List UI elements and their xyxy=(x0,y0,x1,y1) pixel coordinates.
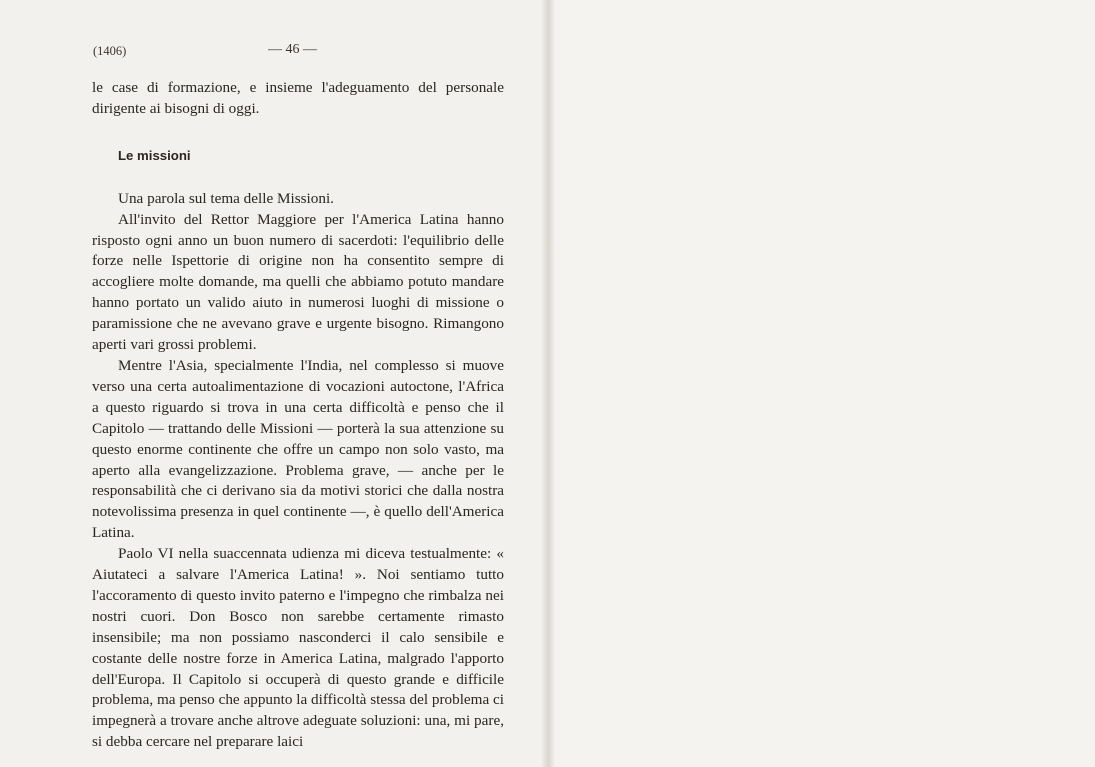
paragraph: Una parola sul tema delle Missioni. xyxy=(118,189,334,207)
left-page xyxy=(0,0,547,767)
section-heading-missioni: Le missioni xyxy=(118,147,191,163)
left-text-column xyxy=(92,78,504,753)
folio-left: — 46 — xyxy=(268,42,317,57)
paragraph: All'invito del Rettor Maggiore per l'America Latina hanno risposto ogni anno un buon numero di sacerdoti: l'equilibrio delle forze nelle Ispettorie di origine non ha consentito sempre di accogliere molte domande, ma quelli che abbiamo potuto mandare hanno portato un valido aiuto in numerosi luoghi di missione o paramissione che ne avevano grave e urgente bisogno. Rimangono aperti vari grossi problemi. xyxy=(92,210,504,354)
page-number-left: (1406) xyxy=(93,44,127,58)
paragraph: Paolo VI nella suaccennata udienza mi diceva testualmente: « Aiutateci a salvare l'America Latina! ». Noi sentiamo tutto l'accoramento di questo invito paterno e l'impegno che rimbalza nei nostri cuori. Don Bosco non sarebbe certamente rimasto insensibile; ma non possiamo nasconderci il calo sensibile e costante delle nostre forze in America Latina, malgrado l'apporto dell'Europa. Il Capitolo si occuperà di questo grande e difficile problema, ma penso che appunto la difficoltà stessa del problema ci impegnerà a trovare anche altrove adeguate soluzioni: una, mi pare, si debba cercare nel preparare laici xyxy=(92,545,504,751)
paragraph-continuation: le case di formazione, e insieme l'adeguamento del personale dirigente ai bisogni di oggi. xyxy=(92,79,504,117)
paragraph: Mentre l'Asia, specialmente l'India, nel complesso si muove verso una certa autoalimentazione di vocazioni autoctone, l'Africa a questo riguardo si trova in una certa difficoltà e penso che il Capitolo — trattando delle Missioni — porterà la sua attenzione su questo enorme continente che offre un campo non solo vasto, ma aperto alla evangelizzazione. Problema grave, — anche per le responsabilità che ci derivano sia da motivi storici che dalla nostra notevolissima presenza in quel continente —, è quello dell'America Latina. xyxy=(92,356,504,542)
book-gutter xyxy=(541,0,555,767)
right-page xyxy=(547,0,1094,767)
